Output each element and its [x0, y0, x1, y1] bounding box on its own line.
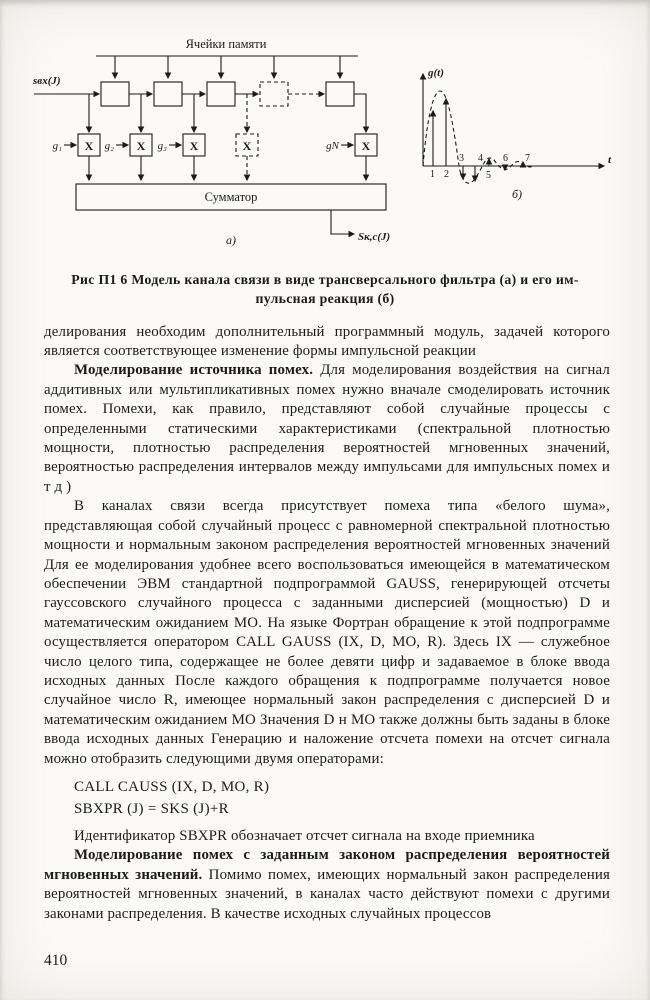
paragraph-white-noise: В каналах связи всегда присутствует помеха типа «белого шума», представляющая собой случайный процесс с равномерной спектральной плотностью мощности и нормальным законом распределения вероятностей мгновенных значений Для ее моделирования удобнее всего воспользоваться имеющейся в математическом обеспечении ЭВМ стандартной подпрограммой GAUSS, генерирующей отсчеты гауссовского случайного процесса с заданными дисперсией (мощностью) D и математическим ожиданием МО. На языке Фортран обращение к этой подпрограмме осуществляется оператором CALL GAUSS (IX, D, МО, R). Здесь IX — служебное число целого типа, содержащее не более девяти цифр и задаваемое в блоке ввода исходных данных После каждого обращения к подпрограмме получается новое случайное число R, имеющее нормальный закон распределения с дисперсией D и математическим ожиданием МО Значения D н МО также должны быть заданы в блоке ввода исходных данных Генерацию и наложение отсчета помехи на отсчет сигнала можно отобразить следующими двумя операторами:	[44, 498, 610, 767]
coeff-2-label: g₂	[104, 140, 114, 152]
tick-1: 1	[430, 169, 435, 180]
paragraph-identifier: Идентификатор SBXPR обозначает отсчет сигнала на входе приемника	[74, 827, 535, 844]
heading-noise-source: Моделирование источника помех.	[74, 362, 314, 379]
adder-label: Сумматор	[204, 190, 258, 204]
coeff-n-label: gN	[326, 140, 339, 152]
memory-cells-label: Ячейки памяти	[185, 37, 267, 51]
mult-1-x: X	[84, 139, 94, 153]
input-signal-label: sвх(J)	[33, 75, 61, 87]
caption-line-2: пульсная реакция (б)	[255, 291, 395, 307]
page-number: 410	[44, 952, 68, 969]
tick-5: 5	[486, 170, 491, 181]
graph-y-label: g(t)	[428, 67, 444, 79]
paragraph-continuation: делирования необходим дополнительный программный модуль, задачей которого является соответствующее изменение формы импульсной реакции	[44, 323, 610, 360]
mult-5-x: X	[361, 139, 371, 153]
code-listing	[74, 776, 610, 820]
output-line	[331, 210, 354, 234]
memory-cell-1	[101, 82, 129, 106]
tick-4: 4	[478, 153, 483, 164]
mult-3-x: X	[189, 139, 199, 153]
caption-line-1: Рис П1 6 Модель канала связи в виде трансверсального фильтра (а) и его им-	[71, 272, 579, 287]
graph-x-label: t	[608, 154, 612, 166]
tick-2: 2	[444, 169, 449, 180]
mult-4-x: X	[242, 139, 252, 153]
memory-cell-2	[154, 82, 182, 106]
memory-cell-5	[326, 82, 354, 106]
impulse-response-graph	[423, 74, 604, 183]
part-a-label: а)	[226, 233, 236, 247]
paragraph-noise-source	[44, 361, 610, 497]
paragraph-distribution-law	[44, 846, 610, 924]
figure-pi6	[26, 34, 650, 266]
coeff-1-label: g₁	[52, 140, 62, 152]
tick-7: 7	[525, 153, 530, 164]
body-text	[44, 323, 610, 924]
part-b-label: б)	[512, 187, 523, 201]
output-signal-label: Sк,с(J)	[358, 231, 391, 243]
figure-caption	[54, 270, 596, 309]
tick-6: 6	[503, 153, 508, 164]
paragraph-noise-source-text: Для моделирования воздействия на сигнал аддитивных или мультипликативных помех нужно вначале смоделировать источник помех. Помехи, как правило, представляют собой случайные процессы с определенными статическими характеристиками (спектральной плотностью мощности, плотностью распределения вероятностей мгновенных значений, вероятностью распределения интервалов между импульсами для импульсных помех и т д )	[44, 362, 610, 495]
mult-2-x: X	[136, 139, 146, 153]
heading-distribution-law: Моделирование помех с заданным законом распределения вероятностей мгновенных значений.	[44, 847, 610, 883]
memory-cell-3	[207, 82, 235, 106]
tick-3: 3	[459, 153, 464, 164]
coeff-3-label: g₃	[157, 140, 167, 152]
formula-sbxpr: SBXPR (J) = SKS (J)+R	[74, 800, 229, 817]
paragraph-distribution-law-text: Помимо помех, имеющих нормальный закон распределения вероятностей мгновенных значений, в каналах часто действуют помехи с другими законами распределения. В качестве исходных случайных процессов	[44, 866, 610, 922]
formula-call-gauss: CALL CAUSS (IX, D, МО, R)	[74, 778, 270, 795]
memory-cell-4-dashed	[260, 82, 288, 106]
figure-diagram	[26, 34, 622, 266]
